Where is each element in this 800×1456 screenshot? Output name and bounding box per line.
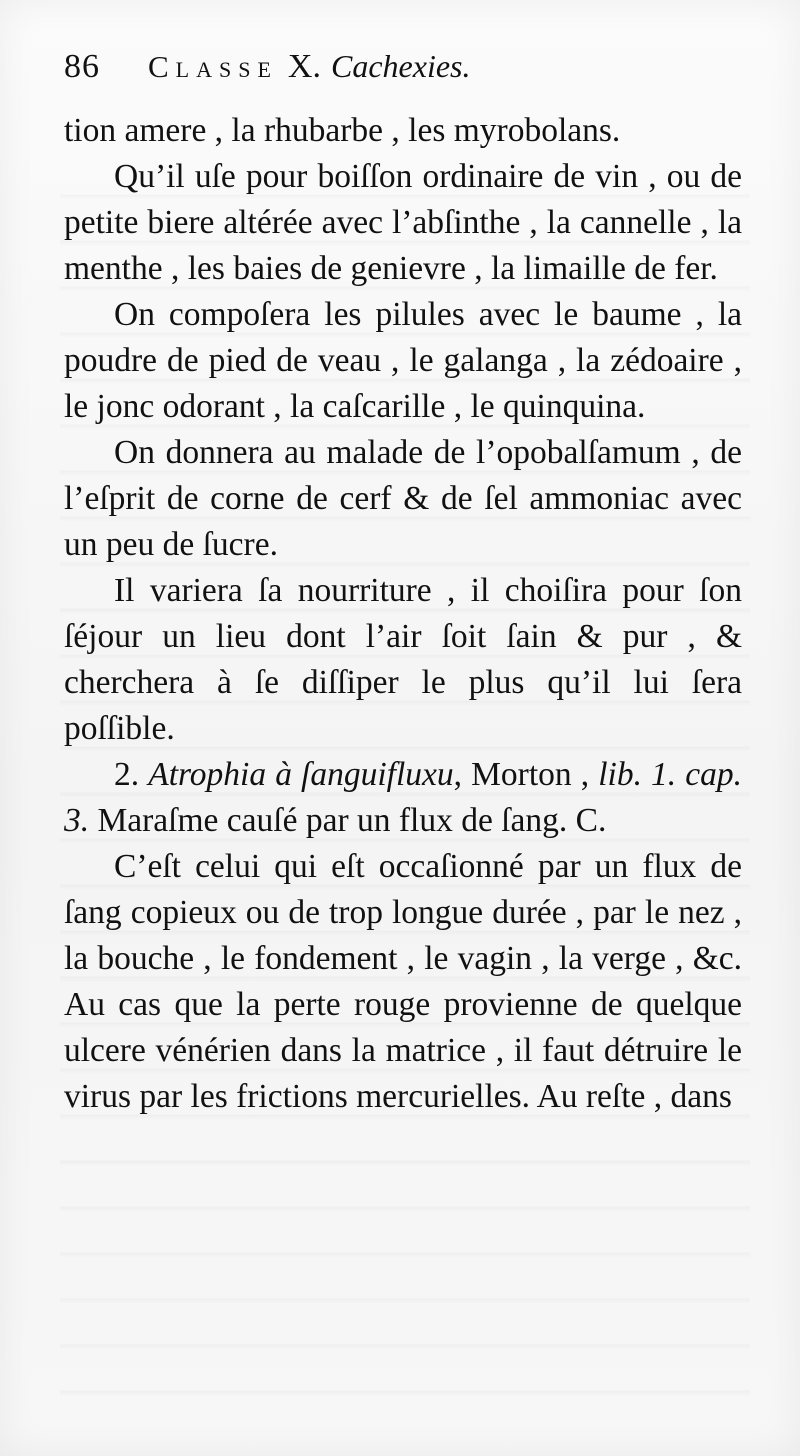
classe-number: X.	[287, 48, 321, 85]
entry-reference: lib. 1. cap. 3.	[64, 756, 743, 839]
body-text	[64, 108, 742, 1120]
entry-author: , Morton ,	[453, 756, 590, 793]
paragraph: Qu’il uſe pour boiſſon ordinaire de vin , ou de petite biere altérée avec l’abſinthe , la cannelle , la menthe , les baies de genievre , la limaille de fer.	[64, 158, 742, 287]
disease-entry	[64, 752, 742, 844]
paragraph: On compoſera les pilules avec le baume , la poudre de pied de veau , le galanga , la zédoaire , le jonc odorant , la caſcarille , le quinquina.	[64, 296, 742, 425]
paragraph: C’eſt celui qui eſt occaſionné par un flux de ſang copieux ou de trop longue durée , par le nez , la bouche , le fondement , le vagin , la verge , &c. Au cas que la perte rouge provienne de quelque ulcere vénérien dans la matrice , il faut détruire le virus par les frictions mercurielles. Au reſte , dans	[64, 848, 742, 1115]
entry-latin-name: Atrophia à ſanguifluxu	[148, 756, 454, 793]
classe-label: Classe	[148, 49, 278, 84]
classe-title: Cachexies.	[330, 48, 471, 84]
paragraph-continued: tion amere , la rhubarbe , les myrobolans.	[64, 112, 621, 149]
page-content	[64, 48, 742, 1120]
running-header	[64, 48, 742, 108]
entry-description: Maraſme cauſé par un flux de ſang. C.	[89, 802, 607, 839]
entry-number: 2.	[114, 756, 140, 793]
page-number: 86	[64, 48, 100, 85]
paragraph: Il variera ſa nourriture , il choiſira pour ſon ſéjour un lieu dont l’air ſoit ſain & pur , & cherchera à ſe diſſiper le plus qu’il lui ſera poſſible.	[64, 572, 742, 747]
paragraph: On donnera au malade de l’opobalſamum , de l’eſprit de corne de cerf & de ſel ammoniac avec un peu de ſucre.	[64, 434, 742, 563]
